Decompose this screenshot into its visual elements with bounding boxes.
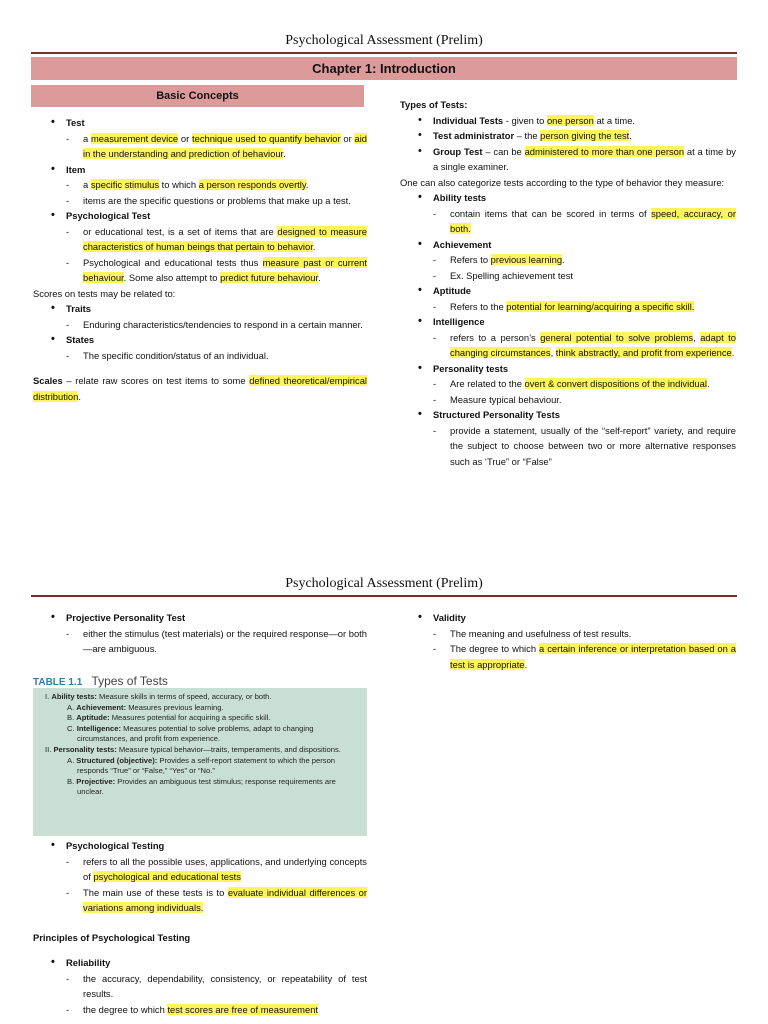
structured-definition: - provide a statement, usually of the “self-report” variety, and require the subject to choose between two or more alternative responses such as ‘True” or “False” — [400, 423, 736, 470]
bullet-ability-tests: • Ability tests — [400, 190, 736, 206]
left-column — [33, 115, 367, 404]
bullet-structured-personality: • Structured Personality Tests — [400, 407, 736, 423]
aptitude-definition: - Refers to the potential for learning/acquiring a specific skill. — [400, 299, 736, 315]
psych-test-definition-1: - or educational test, is a set of items that are designed to measure characteristics of human beings that pertain to behavior. — [33, 224, 367, 255]
bullet-intelligence: • Intelligence — [400, 314, 736, 330]
bullet-traits: • Traits — [33, 301, 367, 317]
table-row-text: Measures potential to solve problems, adapt to changing circumstances, and profit from experience. — [77, 723, 314, 744]
states-definition: - The specific condition/status of an individual. — [33, 348, 367, 364]
table-row — [45, 724, 359, 745]
table-number: TABLE 1.1 — [33, 677, 83, 688]
table-row-label: Aptitude: — [76, 713, 110, 723]
page-title: Psychological Assessment (Prelim) — [285, 576, 483, 591]
bullet-test-administrator: • Test administrator – the person giving the test. — [400, 128, 736, 144]
bullet-validity: • Validity — [400, 610, 736, 626]
table-row-text: Measures previous learning. — [126, 702, 224, 712]
table-row-prefix: C. — [67, 723, 77, 733]
page-2 — [0, 572, 768, 1024]
table-row-label: Structured (objective): — [76, 755, 158, 765]
title-rule — [31, 595, 737, 597]
types-heading: Types of Tests: — [400, 99, 468, 110]
table-row — [45, 745, 359, 756]
table-row-label: Intelligence: — [76, 723, 122, 733]
test-definition: - a measurement device or technique used to quantify behavior or aid in the understanding and prediction of behaviour. — [33, 131, 367, 162]
table-title: Types of Tests — [91, 674, 168, 688]
page-title: Psychological Assessment (Prelim) — [285, 33, 483, 48]
projective-definition: - either the stimulus (test materials) or the required response—or both—are ambiguous. — [33, 626, 367, 657]
personality-definition: - Are related to the overt & convert dispositions of the individual. — [400, 376, 736, 392]
table-row-prefix: II. — [45, 744, 54, 754]
bullet-states: • States — [33, 332, 367, 348]
bullet-aptitude: • Aptitude — [400, 283, 736, 299]
table-row-text: Measures potential for acquiring a specific skill. — [109, 713, 271, 723]
reliability-definition-2: - the degree to which test scores are free of measurement — [33, 1002, 367, 1018]
testing-definition-1: - refers to all the possible uses, applications, and underlying concepts of psychological and educational tests — [33, 854, 367, 885]
table-row-prefix: B. — [67, 776, 77, 786]
table-row — [45, 756, 359, 777]
bullet-achievement: • Achievement — [400, 237, 736, 253]
table-row — [45, 713, 359, 724]
table-row-prefix: I. — [45, 692, 52, 701]
types-of-tests-table — [33, 688, 367, 836]
table-row-label: Ability tests: — [51, 692, 97, 701]
table-row — [45, 703, 359, 714]
table-row-label: Achievement: — [76, 702, 127, 712]
table-row-text: Measure typical behavior—traits, temperaments, and dispositions. — [116, 744, 341, 754]
table-row-prefix: B. — [67, 713, 77, 723]
bullet-test: • Test — [33, 115, 367, 131]
right-column — [400, 97, 736, 469]
table-row-text: Measure skills in terms of speed, accuracy, or both. — [96, 692, 272, 701]
bullet-projective: • Projective Personality Test — [33, 610, 367, 626]
bullet-reliability: • Reliability — [33, 955, 367, 971]
scores-intro: Scores on tests may be related to: — [33, 287, 176, 299]
bullet-item: • Item — [33, 162, 367, 178]
testing-definition-2: - The main use of these tests is to evaluate individual differences or variations among individuals. — [33, 885, 367, 916]
table-row-prefix: A. — [67, 702, 77, 712]
validity-definition-2: - The degree to which a certain inference or interpretation based on a test is appropriate. — [400, 641, 736, 672]
psych-test-definition-2: - Psychological and educational tests thus measure past or current behaviour. Some also attempt to predict future behaviour. — [33, 255, 367, 286]
bullet-group-test: • Group Test – can be administered to more than one person at a time by a single examiner. — [400, 144, 736, 175]
achievement-example: - Ex. Spelling achievement test — [400, 268, 736, 284]
validity-definition-1: - The meaning and usefulness of test results. — [400, 626, 736, 642]
categorize-text: One can also categorize tests according to the type of behavior they measure: — [400, 176, 725, 188]
table-row-label: Personality tests: — [53, 744, 117, 754]
chapter-heading: Chapter 1: Introduction — [31, 57, 737, 80]
table-row — [45, 692, 359, 703]
title-rule — [31, 52, 737, 54]
table-row-text: Provides a self-report statement to which the person responds “True” or “False,” “Yes” or “No.” — [77, 755, 336, 776]
traits-definition: - Enduring characteristics/tendencies to respond in a certain manner. — [33, 317, 367, 333]
bullet-personality-tests: • Personality tests — [400, 361, 736, 377]
right-column — [400, 610, 736, 672]
achievement-definition: - Refers to previous learning. — [400, 252, 736, 268]
item-definition-1: - a specific stimulus to which a person responds overtly. — [33, 177, 367, 193]
reliability-definition-1: - the accuracy, dependability, consistency, or repeatability of test results. — [33, 971, 367, 1002]
table-row-text: Provides an ambiguous test stimulus; response requirements are unclear. — [77, 776, 336, 797]
bullet-psychological-testing: • Psychological Testing — [33, 838, 367, 854]
table-row — [45, 777, 359, 798]
table-row-label: Projective: — [76, 776, 116, 786]
ability-definition: - contain items that can be scored in terms of speed, accuracy, or both. — [400, 206, 736, 237]
intelligence-definition: - refers to a person’s general potential to solve problems, adapt to changing circumstances, think abstractly, and profit from experience. — [400, 330, 736, 361]
personality-definition-2: - Measure typical behaviour. — [400, 392, 736, 408]
table-caption — [33, 674, 168, 688]
bullet-individual-tests: • Individual Tests - given to one person at a time. — [400, 113, 736, 129]
table-row-prefix: A. — [67, 755, 77, 765]
section-heading: Basic Concepts — [31, 85, 364, 107]
item-definition-2: - items are the specific questions or problems that make up a test. — [33, 193, 367, 209]
bullet-psychological-test: • Psychological Test — [33, 208, 367, 224]
left-column-bottom — [33, 838, 367, 1017]
scales-definition: Scales – relate raw scores on test items to some defined theoretical/empirical distribution. — [33, 375, 367, 402]
left-column-top — [33, 610, 367, 657]
principles-heading: Principles of Psychological Testing — [33, 931, 191, 943]
